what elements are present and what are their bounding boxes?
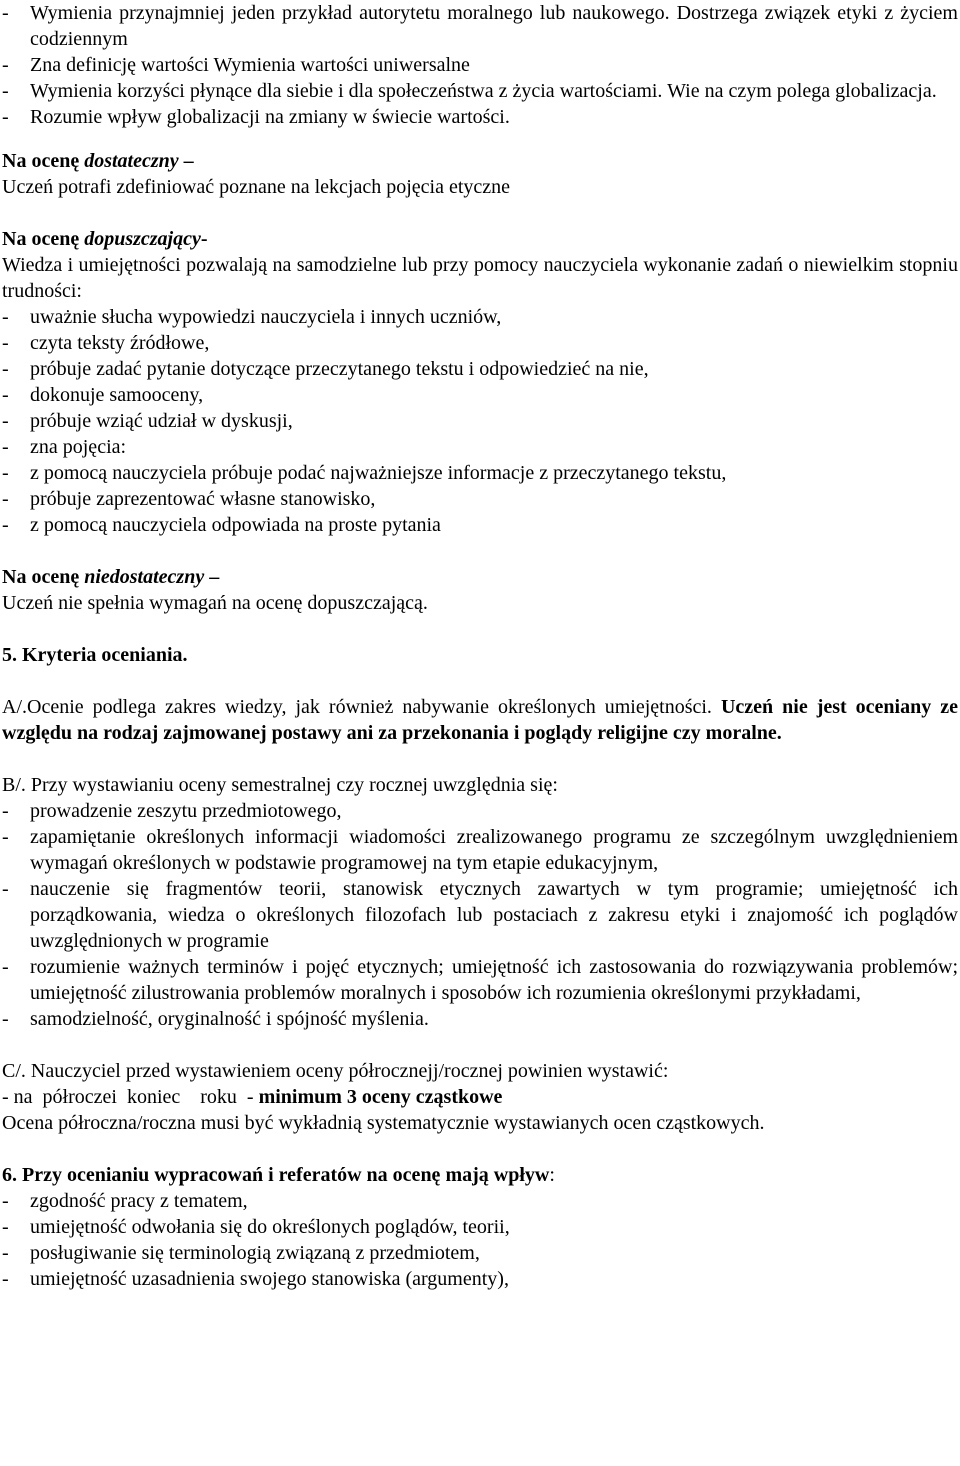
bullet-dash: - (2, 1190, 9, 1212)
section-5-c-text: Ocena półroczna/roczna musi być wykładnią systematycznie wystawianych ocen cząstkowych. (2, 1112, 765, 1134)
bullet-dash: - (2, 514, 9, 536)
top-requirements-list (2, 0, 958, 130)
bullet-dash: - (2, 332, 9, 354)
list-item: - nauczenie się fragmentów teorii, stanowisk etycznych zawartych w tym programie; umiejętność ich porządkowania, wiedza o określonych filozofach lub postaciach z zakresu etyki i znajomość ich poglądów uwzględnionych w programie (2, 878, 958, 952)
bullet-dash: - (2, 462, 9, 484)
grade-niedostateczny-section (2, 564, 958, 616)
section-5-c-intro: C/. Nauczyciel przed wystawieniem oceny półrocznejj/rocznej powinien wystawić: (2, 1060, 669, 1082)
list-item: - Rozumie wpływ globalizacji na zmiany w świecie wartości. (2, 106, 510, 128)
grade-description: Uczeń nie spełnia wymagań na ocenę dopuszczającą. (2, 592, 428, 614)
bullet-dash: - (2, 1242, 9, 1264)
section-5-b (2, 772, 958, 1032)
grade-intro: Wiedza i umiejętności pozwalają na samodzielne lub przy pomocy nauczyciela wykonanie zadań o niewielkim stopniu trudności: (2, 254, 958, 302)
list-item: - z pomocą nauczyciela próbuje podać najważniejsze informacje z przeczytanego tekstu, (2, 462, 727, 484)
list-item: - uważnie słucha wypowiedzi nauczyciela i innych uczniów, (2, 306, 502, 328)
bullet-dash: - (2, 1216, 9, 1238)
bullet-dash: - (2, 410, 9, 432)
grade-heading: Na ocenę niedostateczny – (2, 566, 220, 588)
list-item: - prowadzenie zeszytu przedmiotowego, (2, 800, 342, 822)
bullet-dash: - (2, 1268, 9, 1290)
section-6-title: 6. Przy ocenianiu wypracowań i referatów na ocenę mają wpływ: (2, 1164, 555, 1186)
bullet-dash: - (2, 2, 9, 24)
bullet-dash: - (2, 956, 9, 978)
list-item: - zgodność pracy z tematem, (2, 1190, 248, 1212)
bullet-dash: - (2, 54, 9, 76)
bullet-dash: - (2, 384, 9, 406)
bullet-dash: - (2, 800, 9, 822)
list-item: - zna pojęcia: (2, 436, 127, 458)
list-item: - zapamiętanie określonych informacji wiadomości zrealizowanego programu ze szczególnym uwzględnieniem wymagań określonych w podstawie programowej na tym etapie edukacyjnym, (2, 826, 958, 874)
list-item: - samodzielność, oryginalność i spójność myślenia. (2, 1008, 429, 1030)
list-item: - próbuje zadać pytanie dotyczące przeczytanego tekstu i odpowiedzieć na nie, (2, 358, 649, 380)
section-5-title: 5. Kryteria oceniania. (2, 644, 188, 666)
list-item: - Wymienia korzyści płynące dla siebie i dla społeczeństwa z życia wartościami. Wie na czym polega globalizacja. (2, 80, 937, 102)
list-item: - posługiwanie się terminologią związaną z przedmiotem, (2, 1242, 480, 1264)
list-item: - Zna definicję wartości Wymienia wartości uniwersalne (2, 54, 470, 76)
list-item: - rozumienie ważnych terminów i pojęć etycznych; umiejętność ich zastosowania do rozwiązywania problemów; umiejętność zilustrowania problemów moralnych i sposobów ich rozumienia określonymi przykładami, (2, 956, 958, 1004)
section-5-b-intro: B/. Przy wystawianiu oceny semestralnej czy rocznej uwzględnia się: (2, 774, 558, 796)
bullet-dash: - (2, 826, 9, 848)
bullet-dash: - (2, 80, 9, 102)
list-item: - Wymienia przynajmniej jeden przykład autorytetu moralnego lub naukowego. Dostrzega związek etyki z życiem codziennym (2, 2, 958, 50)
bullet-dash: - (2, 488, 9, 510)
section-5-c (2, 1058, 958, 1136)
grade-dostateczny-section (2, 148, 958, 200)
grade-description: Uczeń potrafi zdefiniować poznane na lekcjach pojęcia etyczne (2, 176, 511, 198)
bullet-dash: - (2, 436, 9, 458)
list-item: - z pomocą nauczyciela odpowiada na proste pytania (2, 514, 441, 536)
grade-heading: Na ocenę dopuszczający- (2, 228, 208, 250)
bullet-dash: - (2, 878, 9, 900)
list-item: - umiejętność odwołania się do określonych poglądów, teorii, (2, 1216, 510, 1238)
grade-dopuszczajacy-section (2, 226, 958, 538)
bullet-dash: - (2, 106, 9, 128)
list-item: - czyta teksty źródłowe, (2, 332, 210, 354)
section-6 (2, 1162, 958, 1292)
grade-heading: Na ocenę dostateczny – (2, 150, 194, 172)
bullet-dash: - (2, 1008, 9, 1030)
bullet-dash: - (2, 358, 9, 380)
list-item: - umiejętność uzasadnienia swojego stanowiska (argumenty), (2, 1268, 509, 1290)
list-item: - próbuje zaprezentować własne stanowisko, (2, 488, 376, 510)
section-5-c-line: - na półroczei koniec roku - minimum 3 oceny cząstkowe (2, 1086, 503, 1108)
list-item: - próbuje wziąć udział w dyskusji, (2, 410, 293, 432)
bullet-dash: - (2, 306, 9, 328)
list-item: - dokonuje samooceny, (2, 384, 204, 406)
section-5-a-paragraph: A/.Ocenie podlega zakres wiedzy, jak również nabywanie określonych umiejętności. Uczeń nie jest oceniany ze względu na rodzaj zajmowanej postawy ani za przekonania i poglądy religijne czy moralne. (2, 696, 958, 744)
